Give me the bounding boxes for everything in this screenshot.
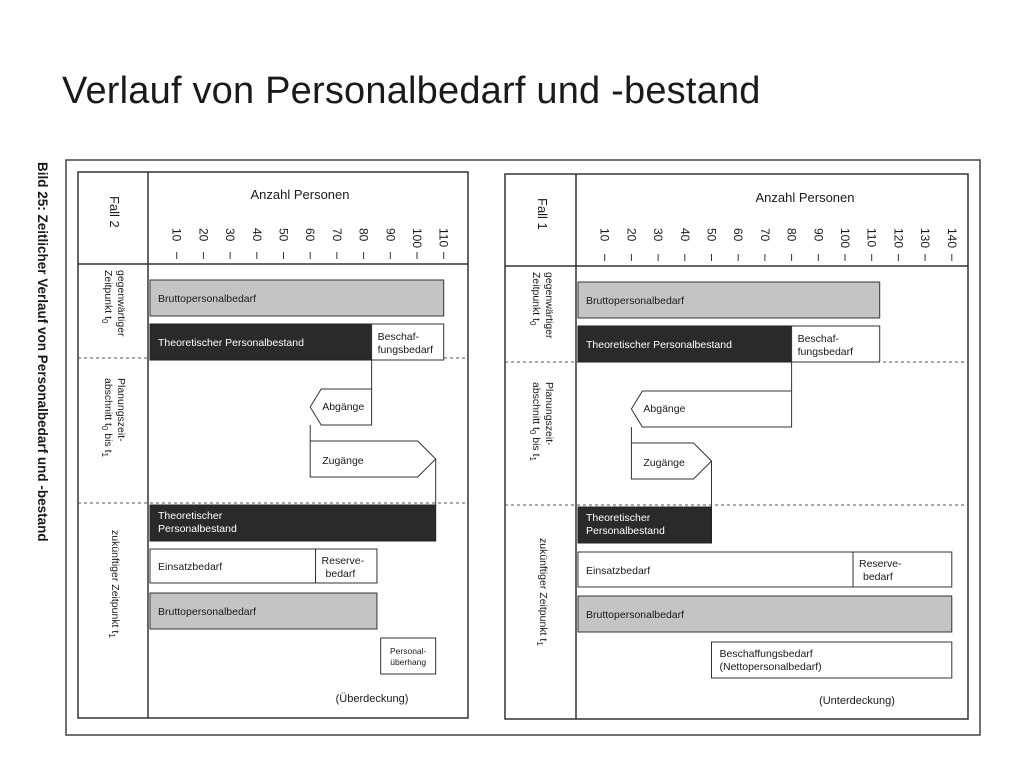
fall1-label-nettopersonalbedarf-line2: (Nettopersonalbedarf) (719, 661, 822, 673)
fall2-row-current-line1: gegenwärtiger (115, 270, 127, 337)
fall1-axis-ticks (598, 228, 959, 261)
fall1-row-current-line1: gegenwärtiger (543, 272, 555, 339)
fall1-label-zugaenge: Zugänge (643, 457, 685, 469)
fall2-axis-title: Anzahl Personen (250, 187, 350, 202)
f1-tick-label: 100 (838, 228, 852, 249)
f2-tick-label: 110 (436, 228, 451, 248)
fall1-label-brutto-current: Bruttopersonalbedarf (586, 295, 685, 307)
f2-tick-label: 40 (249, 228, 264, 242)
f2-tick-label: 100 (410, 228, 424, 249)
fall1-label-einsatzbedarf: Einsatzbedarf (586, 565, 651, 577)
f1-tick-label: 60 (731, 228, 746, 242)
panel-fall2 (78, 172, 468, 718)
f1-tick-label: 90 (811, 228, 826, 242)
fall1-label-reservebedarf-line1: Reserve- (859, 558, 902, 570)
fall1-label-nettopersonalbedarf-line1: Beschaffungsbedarf (719, 648, 813, 660)
fall1-label-brutto-future: Bruttopersonalbedarf (586, 609, 685, 621)
fall2-label-personalueberhang-line1: Personal- (389, 646, 427, 656)
fall1-label-abgaenge: Abgänge (643, 403, 686, 415)
panel-fall1 (505, 174, 968, 719)
fall1-row-planning-line2: abschnitt $t_0$ bis $t_1$ (528, 382, 542, 461)
f1-tick-label: 70 (757, 228, 772, 242)
fall1-footer: (Unterdeckung) (819, 695, 895, 707)
f2-tick-label: 30 (223, 228, 238, 242)
f2-tick-label: 70 (329, 228, 344, 242)
fall2-label-reservebedarf-line1: Reserve- (321, 555, 365, 567)
f1-tick-label: 80 (784, 228, 799, 242)
f1-tick-label: 130 (918, 228, 933, 249)
f1-tick-label: 50 (704, 228, 719, 242)
f1-tick-label: 110 (864, 228, 879, 248)
f1-tick-label: 140 (944, 228, 959, 249)
fall2-bar-personalueberhang (381, 638, 436, 674)
fall2-row-future: zukünftiger Zeitpunkt $t_1$ (107, 530, 121, 638)
f1-tick-label: 10 (597, 228, 612, 242)
fall2-label-beschaffungsbedarf-line2: fungsbedarf (377, 344, 434, 356)
f1-tick-label: 30 (651, 228, 666, 242)
slide-title: Verlauf von Personalbedarf und -bestand (62, 70, 761, 112)
f2-tick-label: 80 (356, 228, 371, 242)
fall1-label-reservebedarf-line2: bedarf (863, 571, 893, 583)
fall2-label-reservebedarf-line2: bedarf (325, 568, 356, 580)
fall2-axis-ticks (170, 228, 451, 259)
fall2-label-brutto-future: Bruttopersonalbedarf (158, 606, 257, 618)
fall1-row-future: zukünftiger Zeitpunkt $t_1$ (535, 538, 549, 646)
f1-tick-label: 120 (891, 228, 906, 249)
fall1-row-current-line2: Zeitpunkt $t_0$ (528, 272, 542, 326)
fall2-label-bestand-current: Theoretischer Personalbestand (158, 337, 304, 349)
fall2-row-current-line2: Zeitpunkt $t_0$ (100, 270, 114, 324)
fall2-label-beschaffungsbedarf-line1: Beschaf- (377, 331, 420, 343)
fall2-case-label: Fall 2 (107, 196, 122, 228)
f2-tick-label: 50 (276, 228, 291, 242)
f1-tick-label: 20 (624, 228, 639, 242)
f2-tick-label: 90 (383, 228, 398, 242)
fall2-label-personalueberhang-line2: überhang (390, 657, 427, 667)
fall1-label-bestand-current: Theoretischer Personalbestand (586, 339, 732, 351)
fall2-row-planning-line1: Planungszeit- (115, 378, 127, 442)
fall2-label-zugaenge: Zugänge (322, 455, 364, 467)
fall2-label-bestand-future-line1: Theoretischer (158, 510, 223, 522)
f2-tick-label: 10 (169, 228, 184, 242)
fall1-label-bestand-future-line2: Personalbestand (586, 525, 665, 537)
fall2-label-abgaenge: Abgänge (322, 401, 365, 413)
fall2-label-brutto-current: Bruttopersonalbedarf (158, 293, 257, 305)
figure-caption-text: Bild 25: Zeitlicher Verlauf von Personalbedarf und -bestand (35, 162, 50, 542)
fall1-label-bestand-future-line1: Theoretischer (586, 512, 651, 524)
f2-tick-label: 20 (196, 228, 211, 242)
fall1-label-beschaffungsbedarf-line2: fungsbedarf (797, 346, 854, 358)
fall1-row-planning-line1: Planungszeit- (543, 382, 555, 446)
fall1-label-beschaffungsbedarf-line1: Beschaf- (797, 333, 840, 345)
f2-tick-label: 60 (303, 228, 318, 242)
fall2-row-planning-line2: abschnitt $t_0$ bis $t_1$ (100, 378, 114, 457)
f1-tick-label: 40 (677, 228, 692, 242)
fall2-footer: (Überdeckung) (335, 693, 409, 705)
fall1-axis-title: Anzahl Personen (755, 190, 855, 205)
fall2-label-einsatzbedarf: Einsatzbedarf (158, 561, 223, 573)
fall1-case-label: Fall 1 (535, 198, 550, 230)
fall2-label-bestand-future-line2: Personalbestand (158, 523, 237, 535)
